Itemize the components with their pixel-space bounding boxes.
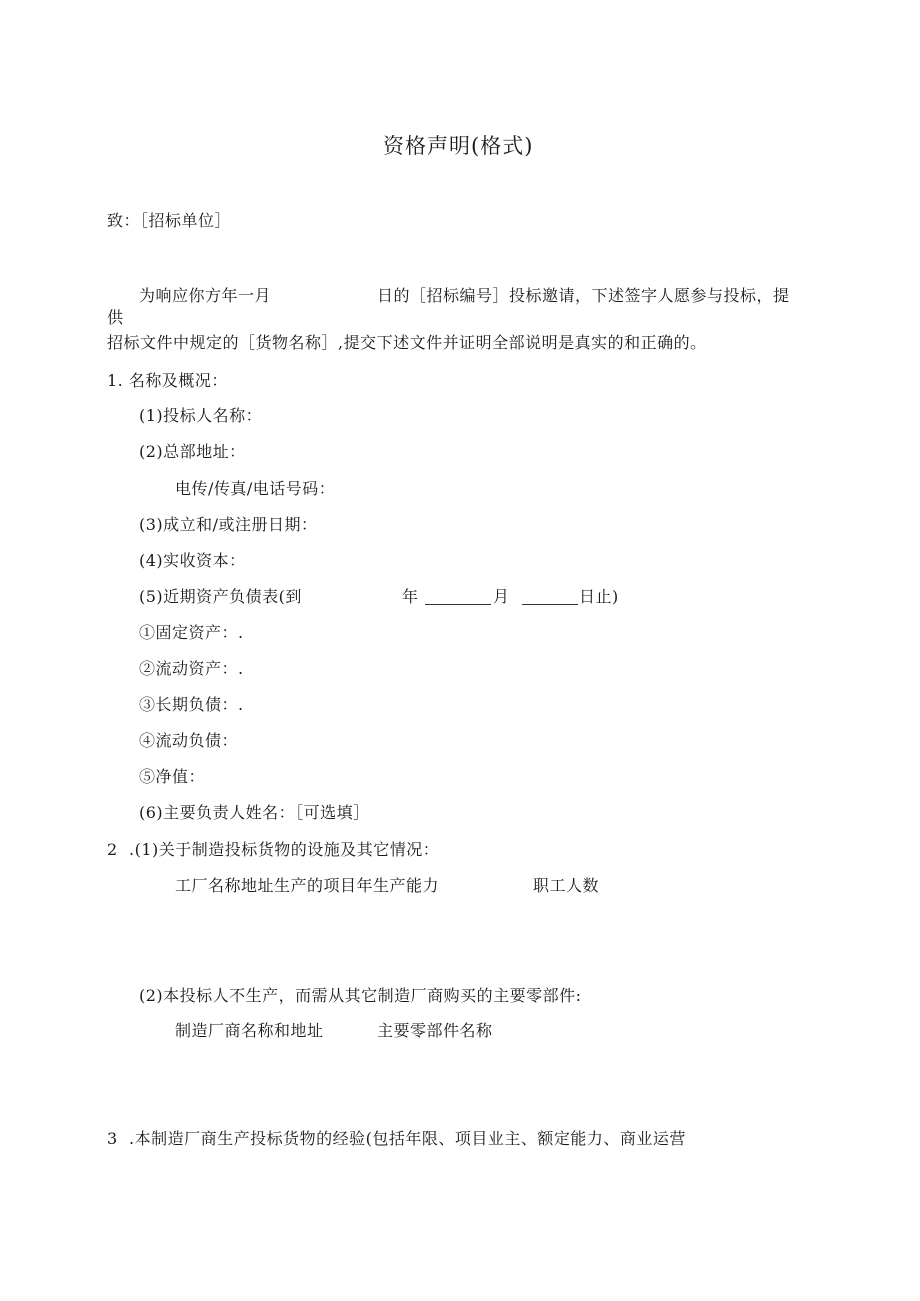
- headquarters-address-item: (2)总部地址：: [139, 442, 246, 461]
- month-blank: [425, 590, 491, 605]
- section1-heading: 1. 名称及概况：: [107, 371, 228, 390]
- recipient-line: 致：［招标单位］: [107, 211, 232, 230]
- section2-number: 2: [107, 840, 118, 859]
- page-title: 资格声明(格式): [383, 134, 534, 158]
- section2-heading: .(1)关于制造投标货物的设施及其它情况：: [129, 840, 440, 859]
- intro-part2: 日的［招标编号］投标邀请，下述签字人愿参与投标，提: [377, 286, 790, 305]
- fixed-assets-item: ①固定资产：.: [139, 623, 244, 642]
- intro-part1: 为响应你方年一月: [139, 286, 272, 305]
- section3-heading: .本制造厂商生产投标货物的经验(包括年限、项目业主、额定能力、商业运营: [129, 1129, 686, 1148]
- parts-table-col1: 制造厂商名称和地址: [175, 1021, 324, 1040]
- balance-sheet-item: (5)近期资产负债表(到: [139, 587, 302, 606]
- parts-table-col2: 主要零部件名称: [377, 1021, 493, 1040]
- balance-sheet-year: 年: [402, 587, 419, 606]
- intro-line2: 招标文件中规定的［货物名称］,提交下述文件并证明全部说明是真实的和正确的。: [107, 333, 707, 352]
- current-assets-item: ②流动资产：.: [139, 659, 244, 678]
- contact-numbers-item: 电传/传真/电话号码：: [175, 479, 336, 498]
- balance-sheet-day-end: 日止): [579, 587, 619, 606]
- bidder-name-item: (1)投标人名称：: [139, 406, 263, 425]
- intro-wrap: 供: [107, 308, 124, 327]
- day-blank: [522, 590, 578, 605]
- long-term-liabilities-item: ③长期负债：.: [139, 695, 244, 714]
- facility-table-col1: 工厂名称地址生产的项目年生产能力: [175, 876, 440, 895]
- purchased-parts-item: (2)本投标人不生产，而需从其它制造厂商购买的主要零部件:: [139, 986, 582, 1005]
- facility-table-col2: 职工人数: [533, 876, 600, 895]
- registration-date-item: (3)成立和/或注册日期：: [139, 515, 318, 534]
- principal-name-item: (6)主要负责人姓名：［可选填］: [139, 803, 370, 822]
- paid-in-capital-item: (4)实收资本：: [139, 551, 246, 570]
- net-worth-item: ⑤净值：: [139, 767, 206, 786]
- section3-number: 3: [107, 1129, 118, 1148]
- current-liabilities-item: ④流动负债：: [139, 731, 239, 750]
- balance-sheet-month: 月: [493, 587, 510, 606]
